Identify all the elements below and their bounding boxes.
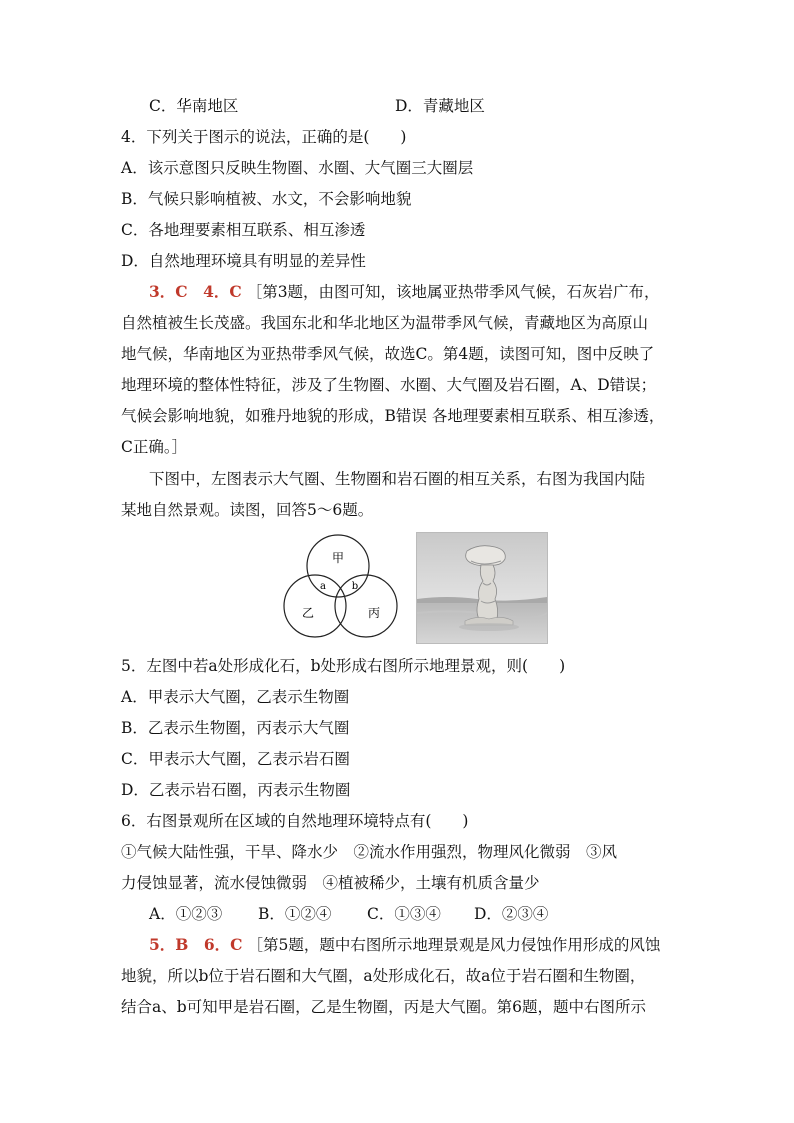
landscape-photo bbox=[416, 532, 548, 644]
circle-jia bbox=[307, 535, 369, 597]
q4-option-a: A．该示意图只反映生物圈、水圈、大气圈三大圈层 bbox=[121, 159, 474, 177]
q6-option-b: B．①②④ bbox=[258, 905, 332, 923]
circle-yi bbox=[284, 575, 346, 637]
answer-label: 3．C 4．C bbox=[149, 282, 242, 301]
label-jia: 甲 bbox=[331, 551, 345, 565]
q4-option-d: D．自然地理环境具有明显的差异性 bbox=[121, 252, 366, 270]
q6-option-c: C．①③④ bbox=[367, 905, 441, 923]
intro-line: 下图中，左图表示大气圈、生物圈和岩石圈的相互关系，右图为我国内陆 bbox=[149, 470, 646, 488]
venn-diagram bbox=[282, 532, 404, 642]
q6-stem: 6．右图景观所在区域的自然地理环境特点有( ) bbox=[121, 812, 469, 830]
q5-option-c: C．甲表示大气圈，乙表示岩石圈 bbox=[121, 750, 350, 768]
q4-stem: 4．下列关于图示的说法，正确的是( ) bbox=[121, 128, 407, 146]
explanation-line: 结合a、b可知甲是岩石圈，乙是生物圈，丙是大气圈。第6题，题中右图所示 bbox=[121, 998, 647, 1016]
q6-option-d: D．②③④ bbox=[474, 905, 549, 923]
q3-option-d: D．青藏地区 bbox=[395, 97, 485, 115]
q6-statements-line: ①气候大陆性强，干旱、降水少 ②流水作用强烈，物理风化微弱 ③风 bbox=[121, 843, 618, 861]
explanation-line: 地理环境的整体性特征，涉及了生物圈、水圈、大气圈及岩石圈，A、D错误； bbox=[121, 376, 657, 394]
q5-option-a: A．甲表示大气圈，乙表示生物圈 bbox=[121, 688, 350, 706]
q5-stem: 5．左图中若a处形成化石，b处形成右图所示地理景观，则( ) bbox=[121, 657, 566, 675]
explanation-line: 气候会影响地貌，如雅丹地貌的形成，B错误 各地理要素相互联系、相互渗透， bbox=[121, 407, 665, 425]
q5-option-d: D．乙表示岩石圈，丙表示生物圈 bbox=[121, 781, 351, 799]
intro-line: 某地自然景观。读图，回答5～6题。 bbox=[121, 501, 374, 519]
q3-option-c: C．华南地区 bbox=[149, 97, 239, 115]
q6-option-a: A．①②③ bbox=[149, 905, 223, 923]
answer-3-4 bbox=[149, 282, 660, 302]
answer-5-6 bbox=[149, 935, 660, 955]
q6-statements-line: 力侵蚀显著，流水侵蚀微弱 ④植被稀少，土壤有机质含量少 bbox=[121, 874, 540, 892]
label-b: b bbox=[351, 581, 359, 592]
q5-option-b: B．乙表示生物圈，丙表示大气圈 bbox=[121, 719, 350, 737]
explanation-line: ［第3题，由图可知，该地属亚热带季风气候，石灰岩广布， bbox=[246, 283, 660, 301]
label-bing: 丙 bbox=[367, 606, 381, 620]
explanation-line: ［第5题，题中右图所示地理景观是风力侵蚀作用形成的风蚀 bbox=[247, 936, 661, 954]
label-yi: 乙 bbox=[301, 606, 315, 620]
circle-bing bbox=[335, 575, 397, 637]
explanation-line: C正确。］ bbox=[121, 438, 188, 456]
explanation-line: 地气候，华南地区为亚热带季风气候，故选C。第4题，读图可知，图中反映了 bbox=[121, 345, 655, 363]
yardang-rock-image bbox=[417, 533, 547, 643]
answer-label: 5．B 6．C bbox=[149, 935, 243, 954]
explanation-line: 地貌，所以b位于岩石圈和大气圈，a处形成化石，故a位于岩石圈和生物圈， bbox=[121, 967, 646, 985]
explanation-line: 自然植被生长茂盛。我国东北和华北地区为温带季风气候，青藏地区为高原山 bbox=[121, 314, 649, 332]
label-a: a bbox=[320, 581, 326, 592]
q4-option-c: C．各地理要素相互联系、相互渗透 bbox=[121, 221, 366, 239]
q4-option-b: B．气候只影响植被、水文，不会影响地貌 bbox=[121, 190, 412, 208]
